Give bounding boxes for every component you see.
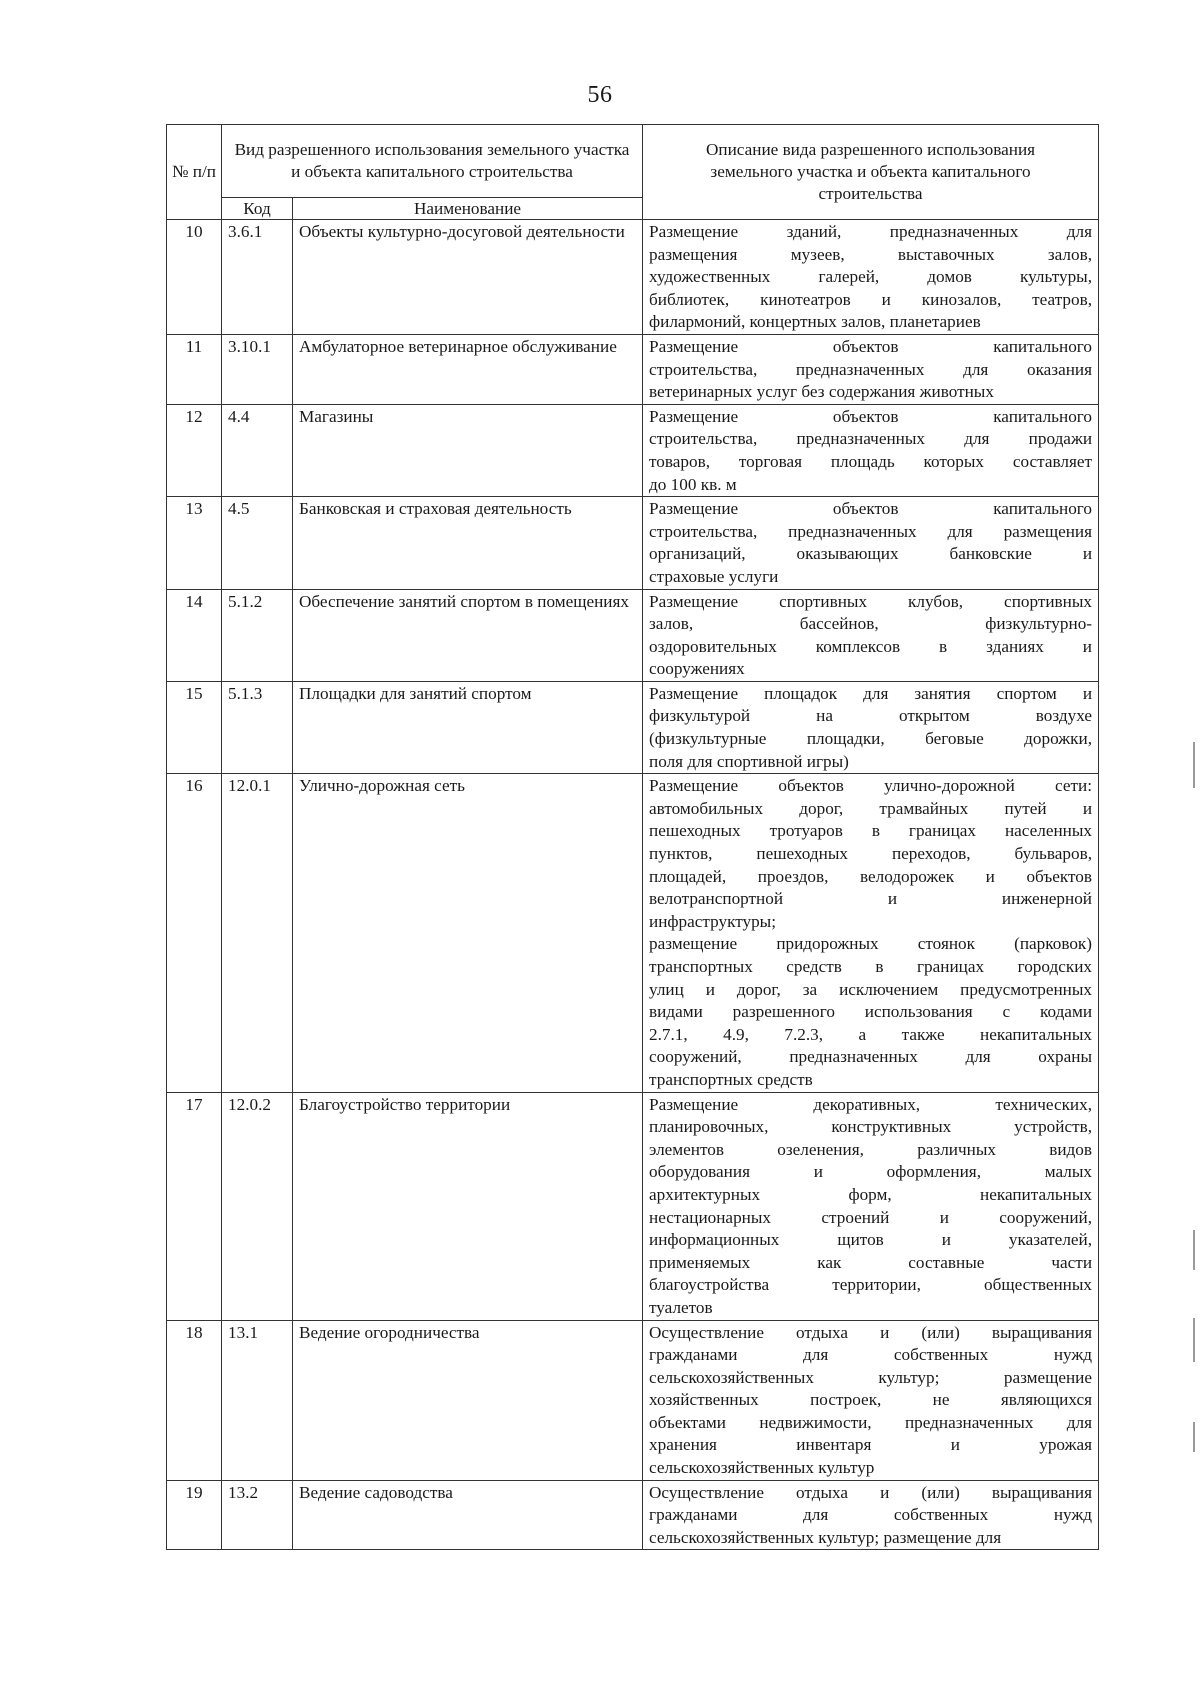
description-line: площадей, проездов, велодорожек и объектов	[649, 866, 1093, 886]
row-description	[643, 1480, 1099, 1550]
description-line: Размещение объектов капитального	[649, 406, 1093, 426]
description-line: архитектурных форм, некапитальных	[649, 1184, 1093, 1204]
description-line: сельскохозяйственных культур	[649, 1458, 875, 1478]
row-name: Площадки для занятий спортом	[293, 681, 643, 773]
description-line: пунктов, пешеходных переходов, бульваров,	[649, 844, 1093, 864]
table-row	[167, 1480, 1099, 1550]
scan-edge-mark	[1193, 1230, 1195, 1270]
table-row	[167, 1320, 1099, 1480]
row-code: 4.4	[222, 404, 293, 496]
description-line: Размещение спортивных клубов, спортивных	[649, 591, 1093, 611]
description-line: залов, бассейнов, физкультурно-	[649, 614, 1093, 634]
table-row	[167, 497, 1099, 589]
row-number: 12	[167, 404, 222, 496]
row-description	[643, 404, 1099, 496]
row-description	[643, 1320, 1099, 1480]
description-line: Размещение объектов капитального	[649, 499, 1093, 519]
row-code: 12.0.2	[222, 1092, 293, 1320]
description-line: сельскохозяйственных культур; размещение для	[649, 1527, 1002, 1547]
row-description	[643, 497, 1099, 589]
description-line: гражданами для собственных нужд	[649, 1345, 1093, 1365]
row-name: Банковская и страховая деятельность	[293, 497, 643, 589]
row-code: 5.1.2	[222, 589, 293, 681]
description-line: применяемых как составные части	[649, 1252, 1093, 1272]
description-line: транспортных средств в границах городских	[649, 957, 1093, 976]
description-line: оборудования и оформления, малых	[649, 1162, 1093, 1182]
description-line: Осуществление отдыха и (или) выращивания	[649, 1322, 1093, 1342]
table-row	[167, 404, 1099, 496]
description-line: хозяйственных построек, не являющихся	[649, 1390, 1093, 1410]
row-name: Улично-дорожная сеть	[293, 774, 643, 1092]
row-number: 16	[167, 774, 222, 1092]
description-line: товаров, торговая площадь которых составляет	[649, 451, 1093, 471]
description-line: оздоровительных комплексов в зданиях и	[649, 636, 1093, 656]
row-code: 13.2	[222, 1480, 293, 1550]
row-name: Ведение огородничества	[293, 1320, 643, 1480]
description-line: Размещение зданий, предназначенных для	[649, 222, 1093, 241]
description-line: поля для спортивной игры)	[649, 751, 849, 771]
description-line: строительства, предназначенных для продажи	[649, 429, 1093, 449]
description-line: Размещение объектов улично-дорожной сети:	[649, 776, 1093, 796]
description-line: 2.7.1, 4.9, 7.2.3, а также некапитальных	[649, 1024, 1093, 1044]
description-line: благоустройства территории, общественных	[649, 1275, 1093, 1295]
description-line: информационных щитов и указателей,	[649, 1230, 1093, 1250]
table-row	[167, 220, 1099, 335]
description-line: хранения инвентаря и урожая	[649, 1435, 1093, 1455]
header-description: Описание вида разрешенного использования земельного участка и объекта капитального строительства	[643, 125, 1099, 220]
description-line: инфраструктуры;	[649, 911, 776, 931]
row-name: Амбулаторное ветеринарное обслуживание	[293, 334, 643, 404]
table-row	[167, 1092, 1099, 1320]
header-group: Вид разрешенного использования земельного участка и объекта капитального строительства	[222, 125, 643, 198]
table-row	[167, 681, 1099, 773]
table-row	[167, 774, 1099, 1092]
scan-edge-mark	[1193, 1318, 1195, 1362]
description-line: (физкультурные площадки, беговые дорожки,	[649, 729, 1093, 749]
row-name: Объекты культурно-досуговой деятельности	[293, 220, 643, 335]
description-line: пешеходных тротуаров в границах населенных	[649, 821, 1093, 841]
description-line: страховые услуги	[649, 566, 779, 586]
header-num: № п/п	[167, 125, 222, 220]
description-line: улиц и дорог, за исключением предусмотренных	[649, 979, 1093, 999]
table-body	[167, 220, 1099, 1550]
row-number: 14	[167, 589, 222, 681]
row-code: 4.5	[222, 497, 293, 589]
row-number: 10	[167, 220, 222, 335]
description-line: видами разрешенного использования с кодами	[649, 1002, 1093, 1022]
description-line: размещения музеев, выставочных залов,	[649, 244, 1093, 264]
description-line: туалетов	[649, 1297, 713, 1317]
description-line: Размещение декоративных, технических,	[649, 1094, 1093, 1114]
description-line: организаций, оказывающих банковские и	[649, 544, 1093, 564]
row-number: 11	[167, 334, 222, 404]
description-line: Размещение объектов капитального	[649, 336, 1093, 356]
row-number: 19	[167, 1480, 222, 1550]
description-line: элементов озеленения, различных видов	[649, 1139, 1093, 1159]
row-number: 15	[167, 681, 222, 773]
description-line: ветеринарных услуг без содержания животных	[649, 382, 994, 402]
row-description	[643, 681, 1099, 773]
row-code: 3.6.1	[222, 220, 293, 335]
description-line: филармоний, концертных залов, планетариев	[649, 312, 981, 332]
description-line: объектами недвижимости, предназначенных для	[649, 1412, 1093, 1432]
header-code: Код	[222, 198, 293, 220]
description-line: строительства, предназначенных для размещения	[649, 521, 1093, 541]
description-line: гражданами для собственных нужд	[649, 1505, 1093, 1525]
description-line: физкультурой на открытом воздухе	[649, 706, 1093, 726]
row-name: Обеспечение занятий спортом в помещениях	[293, 589, 643, 681]
description-line: сельскохозяйственных культур; размещение	[649, 1367, 1093, 1387]
row-description	[643, 1092, 1099, 1320]
row-description	[643, 220, 1099, 335]
scan-edge-mark	[1193, 1422, 1195, 1452]
description-line: Размещение площадок для занятия спортом и	[649, 683, 1093, 703]
description-line: планировочных, конструктивных устройств,	[649, 1117, 1093, 1137]
scan-edge-mark	[1193, 742, 1195, 788]
row-description	[643, 334, 1099, 404]
description-line: автомобильных дорог, трамвайных путей и	[649, 798, 1093, 818]
row-code: 12.0.1	[222, 774, 293, 1092]
description-line: размещение придорожных стоянок (парковок)	[649, 934, 1093, 954]
row-description	[643, 774, 1099, 1092]
description-line: строительства, предназначенных для оказания	[649, 359, 1093, 379]
row-name: Ведение садоводства	[293, 1480, 643, 1550]
header-name: Наименование	[293, 198, 643, 220]
table-header-row	[167, 125, 1099, 198]
description-line: нестационарных строений и сооружений,	[649, 1207, 1093, 1227]
description-line: сооружениях	[649, 659, 745, 679]
land-use-table	[166, 124, 1099, 1550]
description-line: Осуществление отдыха и (или) выращивания	[649, 1482, 1093, 1502]
table-row	[167, 334, 1099, 404]
description-line: транспортных средств	[649, 1069, 813, 1089]
row-code: 5.1.3	[222, 681, 293, 773]
row-name: Благоустройство территории	[293, 1092, 643, 1320]
row-code: 13.1	[222, 1320, 293, 1480]
row-description	[643, 589, 1099, 681]
row-number: 18	[167, 1320, 222, 1480]
page-number: 56	[587, 82, 613, 108]
description-line: сооружений, предназначенных для охраны	[649, 1047, 1093, 1067]
description-line: велотранспортной и инженерной	[649, 889, 1093, 909]
table-row	[167, 589, 1099, 681]
description-line: до 100 кв. м	[649, 474, 737, 494]
row-number: 17	[167, 1092, 222, 1320]
row-number: 13	[167, 497, 222, 589]
description-line: библиотек, кинотеатров и кинозалов, театров,	[649, 289, 1093, 309]
description-line: художественных галерей, домов культуры,	[649, 267, 1093, 287]
row-code: 3.10.1	[222, 334, 293, 404]
row-name: Магазины	[293, 404, 643, 496]
